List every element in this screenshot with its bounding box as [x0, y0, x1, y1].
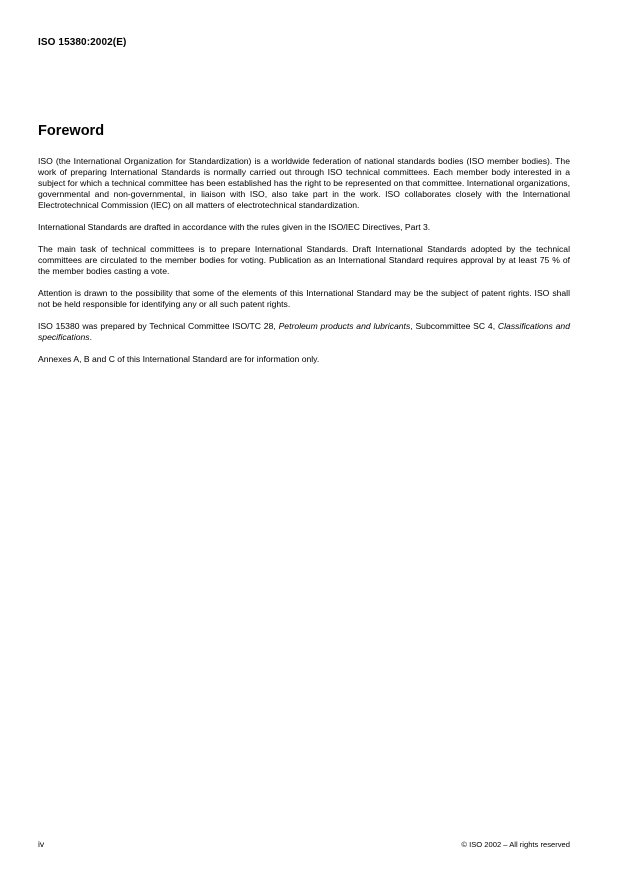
paragraph-patent-notice: Attention is drawn to the possibility that some of the elements of this International Standard may be the subject of patent rights. ISO shall not be held responsible for identifying any or all such patent rights. [38, 288, 570, 309]
preparation-prefix: ISO 15380 was prepared by Technical Committee ISO/TC 28, [38, 321, 279, 331]
paragraph-committee-task: The main task of technical committees is to prepare International Standards. Draft International Standards adopted by the technical committees are circulated to the member bodies for voting. Publication as an International Standard requires approval by at least 75 % of the member bodies casting a vote. [38, 244, 570, 276]
page-number: iv [38, 839, 45, 849]
paragraph-preparation [38, 321, 570, 343]
preparation-suffix: . [89, 332, 92, 342]
committee-name: Petroleum products and lubricants [278, 321, 411, 331]
foreword-body [38, 156, 570, 376]
paragraph-drafting-rules: International Standards are drafted in accordance with the rules given in the ISO/IEC Directives, Part 3. [38, 222, 431, 232]
subcommittee-name: Classifications and specifications [38, 321, 570, 342]
paragraph-iso-overview: ISO (the International Organization for Standardization) is a worldwide federation of national standards bodies (ISO member bodies). The work of preparing International Standards is normally carried out through ISO technical committees. Each member body interested in a subject for which a technical committee has been established has the right to be represented on that committee. International organizations, governmental and non-governmental, in liaison with ISO, also take part in the work. ISO collaborates closely with the International Electrotechnical Commission (IEC) on all matters of electrotechnical standardization. [38, 156, 570, 210]
copyright-notice: © ISO 2002 – All rights reserved [461, 840, 570, 849]
page-title: Foreword [38, 123, 105, 139]
paragraph-annexes: Annexes A, B and C of this International Standard are for information only. [38, 354, 320, 364]
document-id-header: ISO 15380:2002(E) [38, 37, 127, 48]
preparation-middle: , Subcommittee SC 4, [410, 321, 498, 331]
